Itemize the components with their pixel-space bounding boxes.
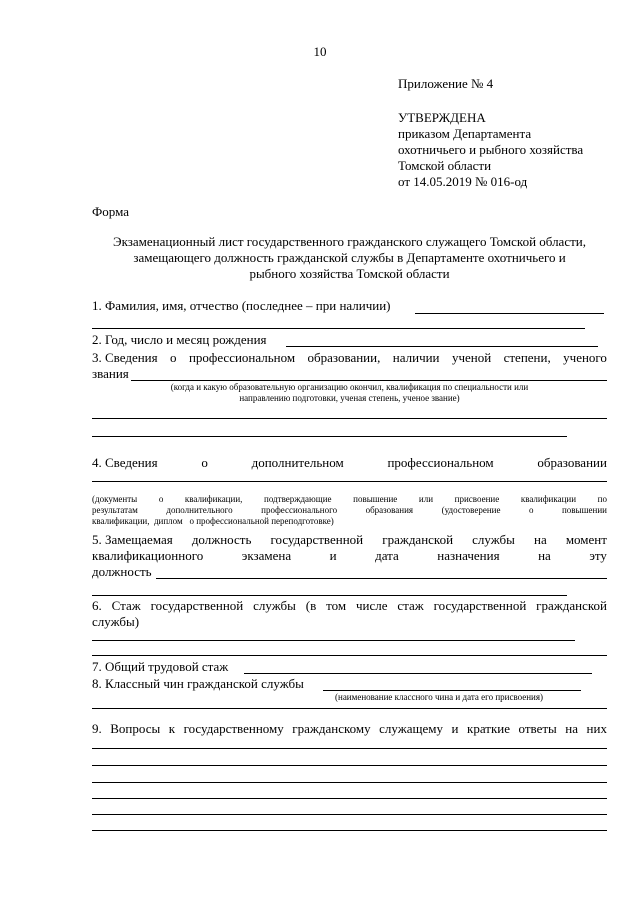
f4-hint-word: или: [418, 494, 434, 504]
field-4-hint-3: квалификации, диплом о профессиональной переподготовке): [92, 516, 334, 526]
f3-word: ученого: [563, 350, 607, 365]
f4-hint-word: о: [158, 494, 164, 504]
f3-word: ученой: [451, 350, 492, 365]
field-7-line[interactable]: [244, 673, 592, 674]
field-8-line-2[interactable]: [92, 708, 607, 709]
f5-word: назначения: [437, 548, 500, 563]
f6-word: Стаж: [111, 598, 141, 613]
f6-word: государственной: [433, 598, 527, 613]
order-line-3: Томской области: [398, 158, 492, 173]
f4-hint-word: (удостоверение: [441, 505, 501, 515]
appendix-label: Приложение № 4: [398, 76, 494, 91]
answer-line[interactable]: [92, 798, 607, 799]
field-2-line-b[interactable]: [370, 346, 598, 347]
f5-word: квалификационного: [92, 548, 204, 563]
field-1-label: 1. Фамилия, имя, отчество (последнее – при наличии): [92, 298, 391, 313]
f4-hint-word: дополнительного: [166, 505, 233, 515]
f4-word: 4. Сведения: [92, 455, 158, 470]
f4-word: образовании: [537, 455, 607, 470]
answer-line[interactable]: [92, 782, 607, 783]
field-2-label: 2. Год, число и месяц рождения: [92, 332, 267, 347]
f4-hint-word: по: [597, 494, 607, 504]
form-label: Форма: [92, 204, 129, 219]
f5-word: службы: [472, 532, 515, 547]
f9-word: краткие: [467, 721, 510, 736]
f5-word: гражданской: [382, 532, 454, 547]
f9-word: и: [451, 721, 459, 736]
order-line-4: от 14.05.2019 № 016-од: [398, 174, 528, 189]
f3-word: о: [170, 350, 177, 365]
f9-word: государственному: [183, 721, 284, 736]
field-8-line[interactable]: [323, 690, 581, 691]
f4-hint-word: присвоение: [454, 494, 500, 504]
f3-word: 3. Сведения: [92, 350, 158, 365]
field-8-label: 8. Классный чин гражданской службы: [92, 676, 304, 691]
f9-word: них: [586, 721, 607, 736]
f5-word: момент: [565, 532, 607, 547]
field-4-hint-1: [92, 494, 607, 505]
field-2-line-a[interactable]: [286, 346, 370, 347]
f5-word: эту: [589, 548, 607, 563]
f4-word: дополнительном: [251, 455, 344, 470]
field-3-line-3[interactable]: [92, 436, 567, 437]
f6-word: том: [326, 598, 347, 613]
answer-line[interactable]: [92, 830, 607, 831]
f4-hint-word: повышении: [561, 505, 607, 515]
f6-word: числе: [355, 598, 388, 613]
f9-word: гражданскому: [292, 721, 371, 736]
order-line-1: приказом Департамента: [398, 126, 532, 141]
field-5-label-2: [92, 548, 607, 564]
f4-hint-word: повышение: [353, 494, 398, 504]
field-7-label: 7. Общий трудовой стаж: [92, 659, 229, 674]
f4-hint-word: квалификации,: [184, 494, 243, 504]
f9-word: к: [168, 721, 176, 736]
f4-hint-word: результатам: [92, 505, 138, 515]
answer-line[interactable]: [92, 748, 607, 749]
f6-word: 6.: [92, 598, 102, 613]
f9-word: 9.: [92, 721, 102, 736]
f9-word: служащему: [379, 721, 444, 736]
f5-word: должность: [191, 532, 252, 547]
f4-word: о: [201, 455, 208, 470]
f5-word: экзамена: [241, 548, 292, 563]
field-5-label-1: [92, 532, 607, 548]
f5-word: государственной: [270, 532, 364, 547]
page-number: 10: [313, 44, 327, 59]
f6-word: стаж: [397, 598, 424, 613]
field-4-hint-2: [92, 505, 607, 516]
field-5-line-2[interactable]: [92, 595, 567, 596]
field-3-label-2: звания: [92, 366, 129, 381]
f4-hint-word: (документы: [92, 494, 138, 504]
field-3-label: [92, 350, 607, 366]
f3-word: наличии: [392, 350, 440, 365]
field-5-line[interactable]: [156, 578, 607, 579]
title-line-2: замещающего должность гражданской службы в Департаменте охотничьего и: [133, 250, 566, 265]
f5-word: и: [329, 548, 337, 563]
f5-word: дата: [375, 548, 399, 563]
field-4-line[interactable]: [92, 481, 607, 482]
field-6-label-1: [92, 598, 607, 614]
order-line-2: охотничьего и рыбного хозяйства: [398, 142, 584, 157]
field-3-hint: [92, 382, 607, 404]
field-3-line[interactable]: [131, 380, 607, 381]
f3-word: степени,: [503, 350, 551, 365]
f4-hint-word: квалификации: [520, 494, 577, 504]
field-3-hint-2: направлению подготовки, ученая степень, ученое звание): [239, 393, 460, 403]
f6-word: службы: [253, 598, 296, 613]
field-6-line-2[interactable]: [92, 655, 607, 656]
field-6-line[interactable]: [92, 640, 575, 641]
f3-word: профессиональном: [188, 350, 296, 365]
field-6-label-2: службы): [92, 614, 140, 629]
f4-hint-word: профессионального: [261, 505, 338, 515]
field-1-line-2[interactable]: [92, 328, 585, 329]
title-line-1: Экзаменационный лист государственного гражданского служащего Томской области,: [113, 234, 586, 249]
f9-word: на: [565, 721, 579, 736]
field-9-label: [92, 721, 607, 737]
field-5-label-3: должность: [92, 564, 152, 579]
f4-word: профессиональном: [387, 455, 494, 470]
f4-hint-word: подтверждающие: [264, 494, 332, 504]
field-4-label: [92, 455, 607, 471]
f5-word: на: [533, 532, 547, 547]
f4-hint-word: о: [528, 505, 534, 515]
f9-word: Вопросы: [110, 721, 161, 736]
answer-line[interactable]: [92, 765, 607, 766]
f5-word: 5. Замещаемая: [92, 532, 173, 547]
answer-line[interactable]: [92, 814, 607, 815]
f3-word: образовании,: [307, 350, 381, 365]
title-line-3: рыбного хозяйства Томской области: [249, 266, 450, 281]
f6-word: гражданской: [536, 598, 607, 613]
document-title: [92, 234, 607, 282]
field-1-line[interactable]: [415, 313, 604, 314]
f6-word: (в: [305, 598, 317, 613]
field-3-line-2[interactable]: [92, 418, 607, 419]
approved-label: УТВЕРЖДЕНА: [398, 110, 486, 125]
f9-word: ответы: [518, 721, 557, 736]
f4-hint-word: образования: [365, 505, 414, 515]
field-3-hint-1: (когда и какую образовательную организацию окончил, квалификация по специальности или: [170, 382, 529, 392]
f6-word: государственной: [150, 598, 244, 613]
f5-word: на: [538, 548, 551, 563]
field-8-hint: (наименование классного чина и дата его присвоения): [335, 692, 544, 702]
